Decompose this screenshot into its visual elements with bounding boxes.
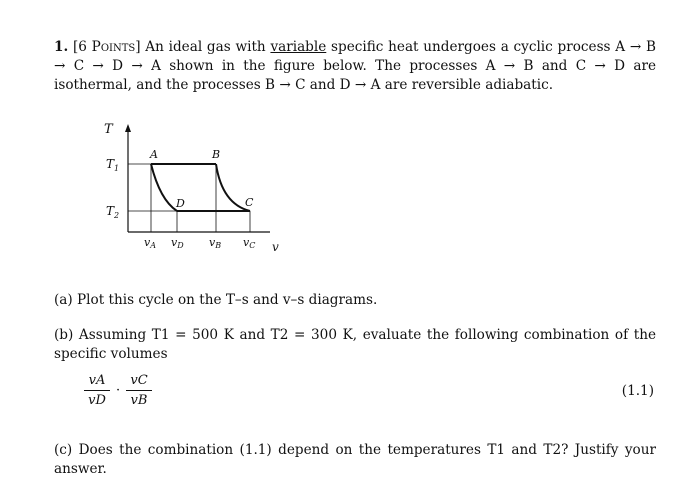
part-c-text: Does the combination (1.1) depend on the temperatures T1 and T2? Justify your answer.: [54, 442, 656, 477]
point-c: C: [245, 196, 254, 209]
variable-word: variable: [270, 39, 327, 55]
y-axis-arrow: [125, 124, 131, 132]
part-a: [54, 291, 656, 310]
point-a: A: [150, 148, 158, 161]
problem-intro-2: specific heat undergoes a cyclic process A → B → C → D → A shown in the figure below. The processes A → B and C → D are isothermal, and the processes B → C and D → A are reversible adiabatic.: [54, 39, 656, 93]
equation-tag: (1.1): [621, 383, 654, 399]
part-b-text: Assuming T1 = 500 K and T2 = 300 K, evaluate the following combination of the specific volumes: [54, 327, 656, 362]
process-bc: [216, 164, 250, 211]
point-d: D: [176, 197, 185, 210]
process-da: [151, 164, 177, 211]
part-c: [54, 441, 656, 479]
tick-vC: vC: [243, 236, 256, 250]
tick-vB: vB: [209, 236, 222, 250]
frac1-numerator: vA: [88, 373, 106, 388]
part-b: [54, 326, 656, 364]
problem-number: 1.: [54, 39, 69, 55]
point-b: B: [212, 148, 221, 161]
part-b-label: (b): [54, 327, 74, 343]
tick-t2: $T_2$: [106, 204, 120, 220]
multiply-dot: ·: [116, 383, 121, 398]
fraction-vC-vB: [126, 373, 152, 408]
frac2-denominator: vB: [130, 393, 148, 408]
equation-1-1: [84, 373, 164, 417]
tick-vD: vD: [171, 236, 184, 250]
frac2-numerator: vC: [130, 373, 148, 388]
tick-vA: vA: [144, 236, 156, 250]
problem-intro-1: An ideal gas with: [140, 39, 271, 55]
y-axis-label: T: [104, 122, 113, 137]
frac1-denominator: vD: [88, 393, 106, 408]
problem-statement: [54, 38, 656, 95]
part-a-label: (a): [54, 292, 73, 308]
tick-t1: $T_1$: [106, 157, 120, 173]
problem-points: [6 Points]: [72, 39, 141, 55]
x-axis-label: v: [272, 240, 279, 254]
part-c-label: (c): [54, 442, 73, 458]
fraction-vA-vD: [84, 373, 110, 408]
part-a-text: Plot this cycle on the T–s and v–s diagrams.: [72, 292, 378, 308]
